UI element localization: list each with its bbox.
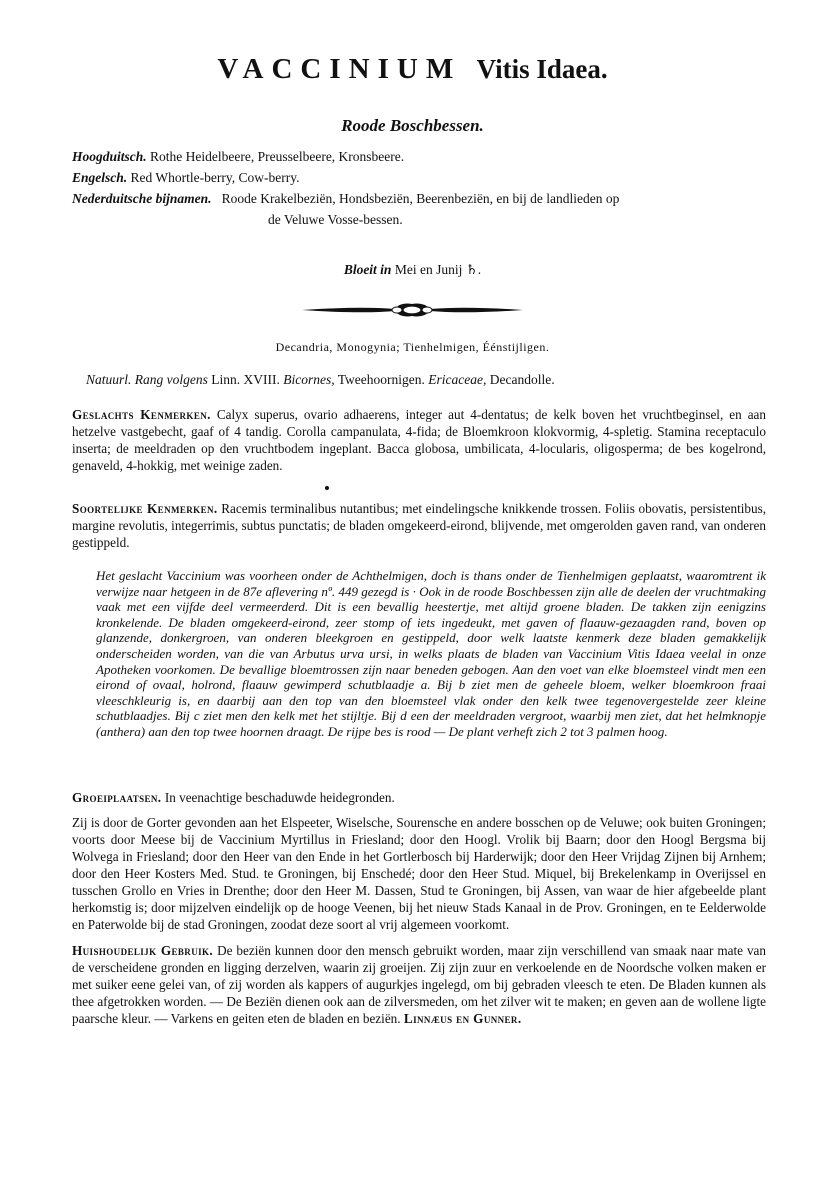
rank-ericaceae: Ericaceae, <box>428 372 487 387</box>
habitat <box>72 789 766 806</box>
rank-linn: Linn. XVIII. <box>211 372 280 387</box>
subtitle: Roode Boschbessen. <box>341 116 484 135</box>
stray-dot <box>325 486 329 490</box>
title-species: Vitis Idaea. <box>476 54 608 84</box>
english-names: Red Whortle-berry, Cow-berry. <box>130 170 300 185</box>
dutch-names-line-2: de Veluwe Vosse-bessen. <box>268 212 403 227</box>
dutch-names-line-1: Roode Krakelbeziën, Hondsbeziën, Beerenbeziën, en bij de landlieden op <box>221 191 620 206</box>
dutch-names-row <box>72 188 772 230</box>
english-names-row <box>72 167 772 188</box>
localities: Zij is door de Gorter gevonden aan het Elspeeter, Wiselsche, Sourensche en andere bosschen op de Veluwe; ook buiten Groningen; voorts door Meese bij de Vaccinium Myrtillus in Friesland; door den Hoogl. Vrolik bij Baarn; door den Hoogl Bergsma bij Wolvega in Friesland; door den Heer van den Ende in het Gortlerbosch bij Harderwijk; door den Heer Vrijdag Zijnen bij Arnhem; door den Heer Kosters Med. Stud. te Groningen, bij Enschedé; door den Heer Stud. Miquel, bij Brekelenkamp in Overijssel en tusschen Grollo en Vries in Drenthe; door den Heer M. Dassen, Stud te Groningen, bij Assen, van waar de hier afgebeelde plant herkomstig is; door mijzelven eindelijk op de hooge Veenen, bij het nieuw Stads Kanaal in de Prov. Groningen, en te Eelderwolde en Paterwolde bij de stad Groningen, zoodat deze soort al vrij algemeen voorkomt. <box>72 815 766 932</box>
household-use-text: De beziën kunnen door den mensch gebruikt worden, maar zijn verschillend van smaak naar mate van de verscheidene gronden en ligging derzelven, waarin zij groeijen. Zij zijn zuur en verkoelende en de Noordsche volken maken er met suiker eene gelei van, of zij worden als kappers of augurkjes ingelegd, om bij gebraden vleesch te eten. De Bladen kunnen als thee afgetrokken worden. — De Beziën dienen ook aan de zilversmeden, om het zilver wit te maken; en geven aan de wollene ligte paarsche kleur. — Varkens en geiten eten de bladen en beziën. <box>72 943 767 1026</box>
flowering-label: Bloeit in <box>343 262 392 277</box>
rank-tweehoornigen: Tweehoornigen. <box>337 372 425 387</box>
habitat-text: In veenachtige beschaduwde heidegronden. <box>164 790 395 805</box>
flowering-text: Mei en Junij ♄. <box>394 262 482 277</box>
dutch-label: Nederduitsche bijnamen. <box>72 191 212 206</box>
natural-rank <box>86 372 746 388</box>
page-title <box>0 52 825 87</box>
vernacular-names <box>72 146 772 230</box>
ornament-divider <box>300 298 525 322</box>
household-use-label: Huishoudelijk Gebruik. <box>72 943 214 958</box>
genus-characters-label: Geslachts Kenmerken. <box>72 407 211 422</box>
habitat-label: Groeiplaatsen. <box>72 790 162 805</box>
flowering-time <box>0 262 825 278</box>
description: Het geslacht Vaccinium was voorheen onder de Achthelmigen, doch is thans onder de Tienhelmigen geplaatst, waaromtrent ik verwijze naar hetgeen in de 87e aflevering nº. 449 gezegd is · Ook in de roode Boschbessen zijn alle de deelen der vruchtmaking vaak met een vijfde deel vermeerderd. Dit is een bevallig heestertje, met altijd groene bladen. De takken zijn eenigzins kronkelende. De bladen omgekeerd-eirond, zeer stomp of iets ingedeukt, met gaven of flaauw-gezaagden rand, boven op glanzende, donkergroen, van onderen bleekgroen en gestippeld, door welk laatste kenmerk deze bladen gemakkelijk onderscheiden worden, van die van Arbutus urva ursi, in welks plaats de bladen van Vaccinium Vitis Idaea veelal in onze Apotheken voorkomen. De bevallige bloemtrossen zijn naar beneden gebogen. Aan den voet van elke bloemsteel vindt men een eirond of ovaal, holrond, flaauw gewimperd schutblaadje a. Bij b ziet men de geheele bloem, welker bloemkroon fraai vleeschkleurig is, en daarbij aan den top van den bloemsteel vlak onder den kelk twee tegenovergestelde zeer kleine schutblaadjes. Bij c ziet men den kelk met het stijltje. Bij d een der meeldraden vergroot, waarbij men ziet, dat het helmknopje (anthera) aan den top twee hoornen draagt. De rijpe bes is rood — De plant verheft zich 2 tot 3 palmen hoog. <box>96 568 766 739</box>
species-characters-text: Racemis terminalibus nutantibus; met eindelingsche knikkende trossen. Foliis obovatis, persistentibus, margine revolutis, integerrimis, subtus punctatis; de bladen omgekeerd-eirond, blijvende, met omgerolden gaven rand, van onderen gestippeld. <box>72 501 767 550</box>
classification: Decandria, Monogynia; Tienhelmigen, Éénstijligen. <box>275 340 550 354</box>
rank-bicornes: Bicornes, <box>283 372 335 387</box>
species-characters <box>72 500 766 551</box>
english-label: Engelsch. <box>72 170 128 185</box>
german-label: Hoogduitsch. <box>72 149 147 164</box>
german-names: Rothe Heidelbeere, Preusselbeere, Kronsbeere. <box>150 149 405 164</box>
genus-characters <box>72 406 766 474</box>
title-genus: VACCINIUM <box>217 53 462 85</box>
household-use-source: Linnæus en Gunner. <box>403 1011 522 1026</box>
rank-decandolle: Decandolle. <box>489 372 555 387</box>
species-characters-label: Soortelijke Kenmerken. <box>72 501 218 516</box>
genus-characters-text: Calyx superus, ovario adhaerens, integer aut 4-dentatus; de kelk boven het vruchtbeginsel, en aan hetzelve vastgebecht, gaaf of 4 tandig. Corolla campanulata, 4-fida; de Bloemkroon klokvormig, 4-spletig. Stamina receptaculo inserta; de meeldraden op den vruchtbodem ingeplant. Bacca globosa, umbilicata, 4-locularis, oligosperma; de bes kogelrond, genaveld, 4-hokkig, met weinige zaden. <box>72 407 766 473</box>
household-use <box>72 942 766 1027</box>
rank-label: Natuurl. Rang volgens <box>86 372 208 387</box>
german-names-row <box>72 146 772 167</box>
